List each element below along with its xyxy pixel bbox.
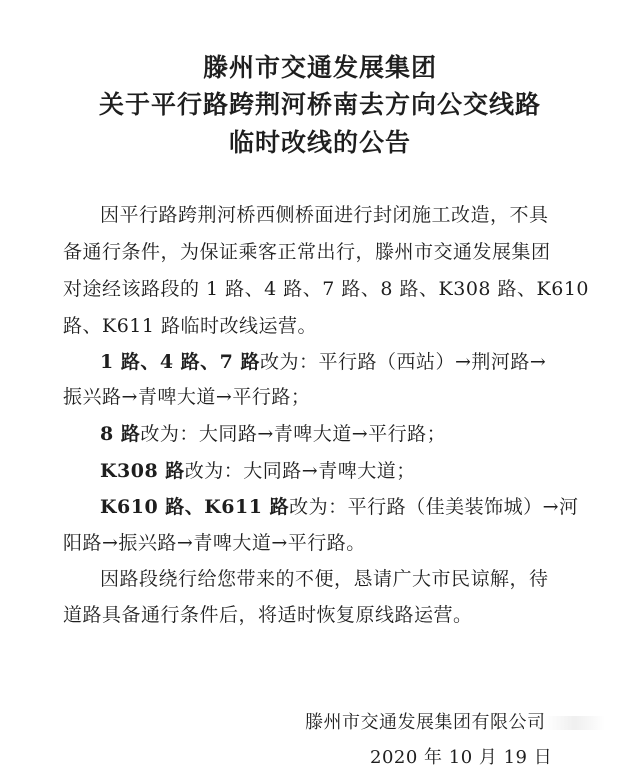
route-4-label: K610 路、K611 路 [100, 496, 290, 518]
route-3-label: K308 路 [100, 460, 185, 482]
route-2-label: 8 路 [100, 423, 141, 445]
body-paragraph-1-line-4: 路、K611 路临时改线运营。 [63, 315, 317, 337]
route-4-line-1 [100, 494, 579, 520]
route-3-text: 改为：大同路→青啤大道； [184, 460, 416, 482]
signature-organization: 滕州市交通发展集团有限公司 [305, 712, 546, 733]
body-paragraph-1-line-2: 备通行条件，为保证乘客正常出行，滕州市交通发展集团 [63, 241, 551, 263]
route-1-line-2: 振兴路→青啤大道→平行路； [63, 386, 311, 408]
route-3-line [100, 458, 416, 484]
closing-paragraph-line-2: 道路具备通行条件后，将适时恢复原线路运营。 [63, 604, 473, 626]
route-1-text: 改为：平行路（西站）→荆河路→ [260, 351, 547, 373]
route-1-label: 1 路、4 路、7 路 [100, 351, 261, 373]
route-4-line-2: 阳路→振兴路→青啤大道→平行路。 [63, 532, 366, 554]
title-line-3: 临时改线的公告 [228, 128, 411, 157]
scan-artifact [545, 716, 605, 730]
closing-paragraph-line-1: 因路段绕行给您带来的不便，恳请广大市民谅解，待 [100, 568, 549, 590]
route-1-line-1 [100, 349, 546, 375]
body-paragraph-1-line-1: 因平行路跨荆河桥西侧桥面进行封闭施工改造，不具 [100, 204, 549, 226]
route-2-line [100, 421, 446, 447]
route-2-text: 改为：大同路→青啤大道→平行路； [140, 423, 447, 445]
body-paragraph-1-line-3: 对途经该路段的 1 路、4 路、7 路、8 路、K308 路、K610 [63, 278, 590, 300]
route-4-text: 改为：平行路（佳美装饰城）→河 [289, 496, 579, 518]
title-line-2: 关于平行路跨荆河桥南去方向公交线路 [98, 90, 541, 119]
signature-date: 2020 年 10 月 19 日 [370, 747, 553, 768]
title-line-1: 滕州市交通发展集团 [202, 53, 437, 82]
